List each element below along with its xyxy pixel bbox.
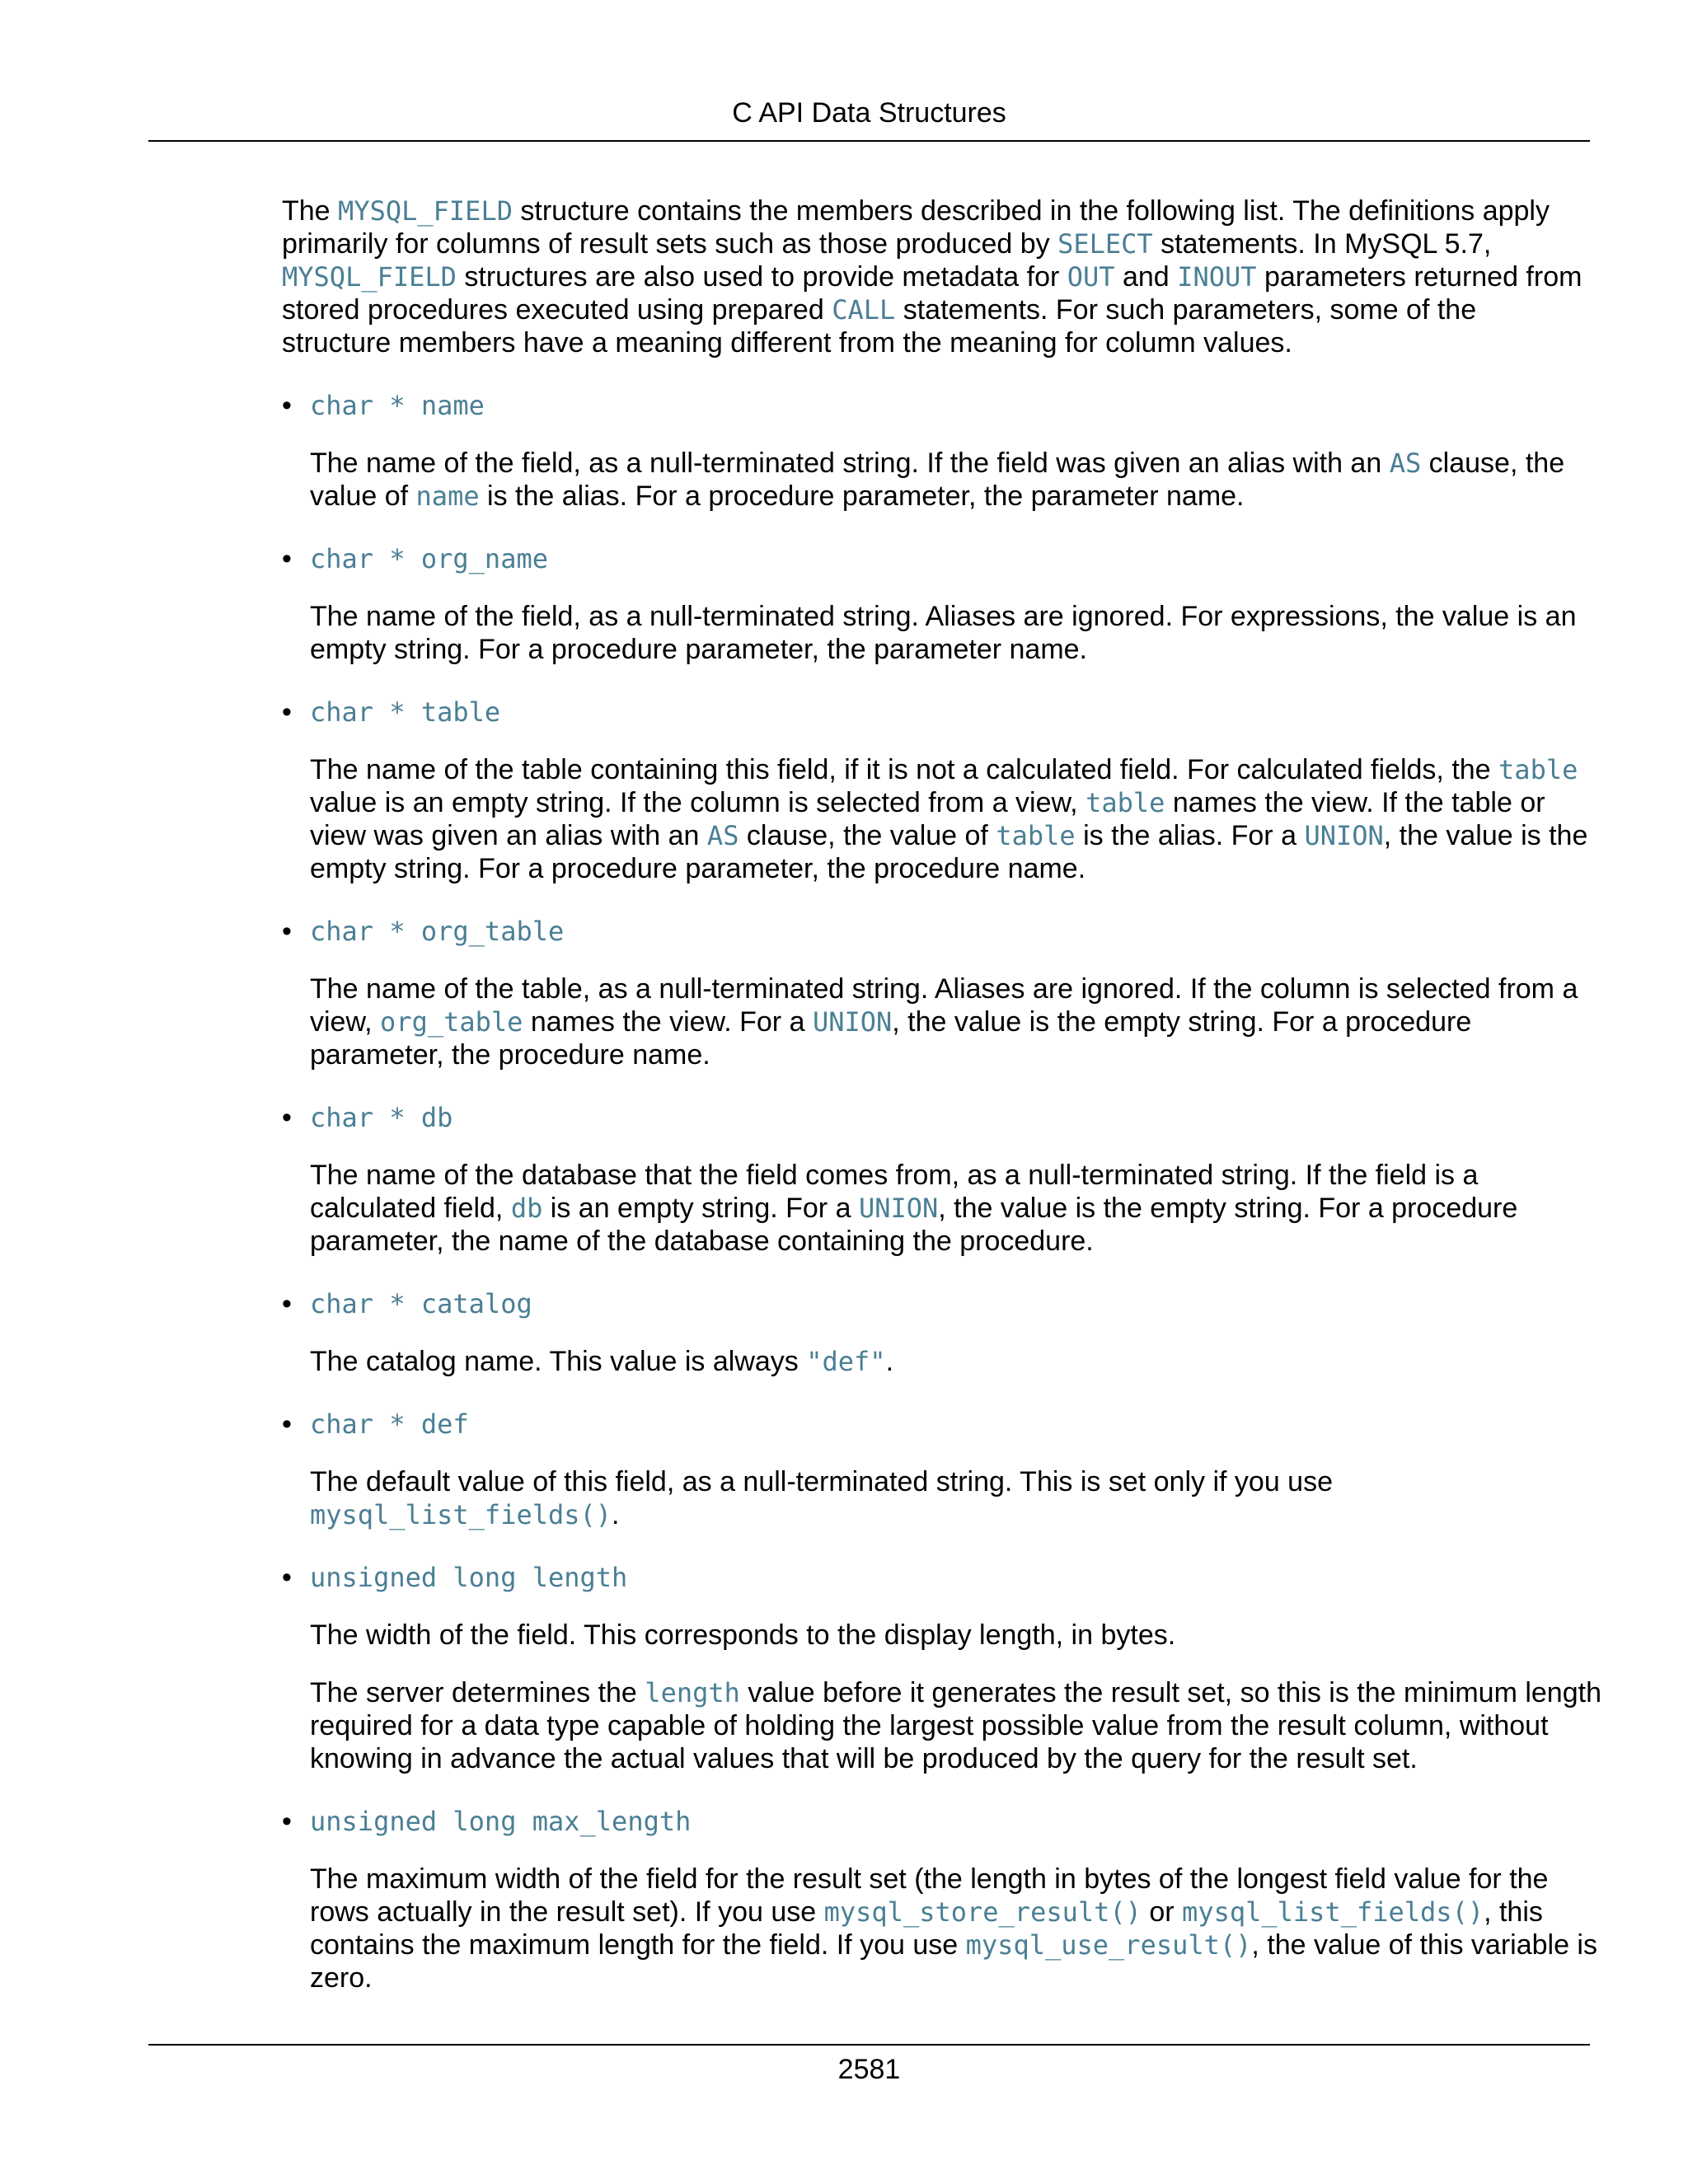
list-item-length (282, 1561, 1601, 1775)
code-select[interactable]: SELECT (1057, 228, 1153, 260)
page-number: 2581 (837, 2054, 901, 2085)
code-table[interactable]: table (996, 820, 1076, 851)
member-signature: unsigned long length (310, 1562, 628, 1593)
text: The (282, 195, 339, 227)
code-call[interactable]: CALL (832, 294, 896, 326)
bullet-icon: • (282, 543, 292, 574)
member-description: The name of the field, as a null-terminated string. Aliases are ignored. For expressions, the value is an empty string. For a procedure parameter, the parameter name. (310, 601, 1577, 665)
member-signature: char * table (310, 696, 501, 728)
member-description: The name of the table, as a null-terminated string. Aliases are ignored. If the column is selected from a view, org_table names the view. For a UNION, the value is the empty string. For a procedure parameter, the procedure name. (310, 973, 1578, 1071)
code-union[interactable]: UNION (1304, 820, 1384, 851)
page-footer (148, 2044, 1590, 2090)
bullet-icon: • (282, 1288, 292, 1319)
member-signature: char * def (310, 1408, 469, 1440)
member-description: The name of the database that the field comes from, as a null-terminated string. If the field is a calculated field, db is an empty string. For a UNION, the value is the empty string. For a procedure parameter, the name of the database containing the procedure. (310, 1160, 1518, 1257)
code-length[interactable]: length (645, 1677, 740, 1708)
member-signature: char * org_name (310, 543, 548, 574)
text: statements. In MySQL 5.7, (1152, 228, 1492, 260)
bullet-icon: • (282, 1562, 292, 1593)
code-as[interactable]: AS (706, 820, 739, 851)
list-item-table (282, 696, 1601, 885)
bullet-icon: • (282, 1806, 292, 1837)
code-table[interactable]: table (1498, 754, 1578, 785)
member-description: The name of the field, as a null-terminated string. If the field was given an alias with an AS clause, the value of name is the alias. For a procedure parameter, the parameter name. (310, 448, 1565, 512)
member-description: The name of the table containing this field, if it is not a calculated field. For calculated fields, the table value is an empty string. If the column is selected from a view, table names the view. If the table or view was given an alias with an AS clause, the value of table is the alias. For a UNION, the value is the empty string. For a procedure parameter, the procedure name. (310, 754, 1588, 884)
page-header-title: C API Data Structures (732, 97, 1006, 129)
text: statements. For such parameters, some of the structure members have a meaning different from the meaning for column values. (282, 294, 1477, 359)
intro-paragraph (282, 194, 1592, 359)
list-item-org-table (282, 915, 1601, 1071)
member-description: The maximum width of the field for the result set (the length in bytes of the longest field value for the rows actually in the result set). If you use mysql_store_result() or mysql_list_fields(), this contains the maximum length for the field. If you use mysql_use_result(), the value of this variable is zero. (310, 1863, 1597, 1994)
code-out[interactable]: OUT (1067, 261, 1115, 293)
code-table[interactable]: table (1085, 787, 1165, 818)
text: parameters returned from stored procedures executed using prepared (282, 261, 1582, 326)
code-inout[interactable]: INOUT (1177, 261, 1257, 293)
member-signature: char * db (310, 1102, 453, 1133)
code-db[interactable]: db (510, 1193, 543, 1224)
page-content (282, 194, 1601, 1994)
code-def-literal[interactable]: "def" (806, 1346, 886, 1377)
code-mysql-use-result[interactable]: mysql_use_result() (965, 1929, 1252, 1961)
text: and (1114, 261, 1178, 293)
member-description: The default value of this field, as a null-terminated string. This is set only if you use mysql_list_fields(). (310, 1466, 1333, 1530)
text: structures are also used to provide metadata for (456, 261, 1067, 293)
code-mysql-list-fields[interactable]: mysql_list_fields() (1182, 1896, 1484, 1928)
code-mysql-field[interactable]: MYSQL_FIELD (282, 261, 457, 293)
list-item-max-length (282, 1805, 1601, 1994)
text: structure contains the members described in the following list. The definitions apply primarily for columns of result sets such as those produced by (282, 195, 1550, 260)
page-header (148, 92, 1590, 142)
list-item-name (282, 389, 1601, 513)
bullet-icon: • (282, 1102, 292, 1133)
code-mysql-field[interactable]: MYSQL_FIELD (338, 195, 513, 227)
code-mysql-list-fields[interactable]: mysql_list_fields() (310, 1499, 612, 1530)
code-name[interactable]: name (415, 480, 480, 512)
bullet-icon: • (282, 916, 292, 947)
member-description-continued: The server determines the length value before it generates the result set, so this is the minimum length required for a data type capable of holding the largest possible value from the result column, without knowing in advance the actual values that will be produced by the query for the result set. (310, 1677, 1601, 1774)
code-mysql-store-result[interactable]: mysql_store_result() (823, 1896, 1142, 1928)
bullet-icon: • (282, 390, 292, 421)
list-item-def (282, 1408, 1601, 1531)
code-union[interactable]: UNION (858, 1193, 939, 1224)
member-description: The catalog name. This value is always "def". (310, 1346, 894, 1377)
bullet-icon: • (282, 696, 292, 728)
code-union[interactable]: UNION (812, 1006, 893, 1038)
list-item-db (282, 1101, 1601, 1258)
member-signature: unsigned long max_length (310, 1806, 692, 1837)
list-item-catalog (282, 1287, 1601, 1378)
code-as[interactable]: AS (1389, 448, 1422, 479)
list-item-org-name (282, 542, 1601, 666)
code-org-table[interactable]: org_table (380, 1006, 523, 1038)
member-signature: char * org_table (310, 916, 565, 947)
bullet-icon: • (282, 1408, 292, 1440)
member-signature: char * catalog (310, 1288, 532, 1319)
member-signature: char * name (310, 390, 485, 421)
member-description: The width of the field. This corresponds to the display length, in bytes. (310, 1619, 1176, 1651)
